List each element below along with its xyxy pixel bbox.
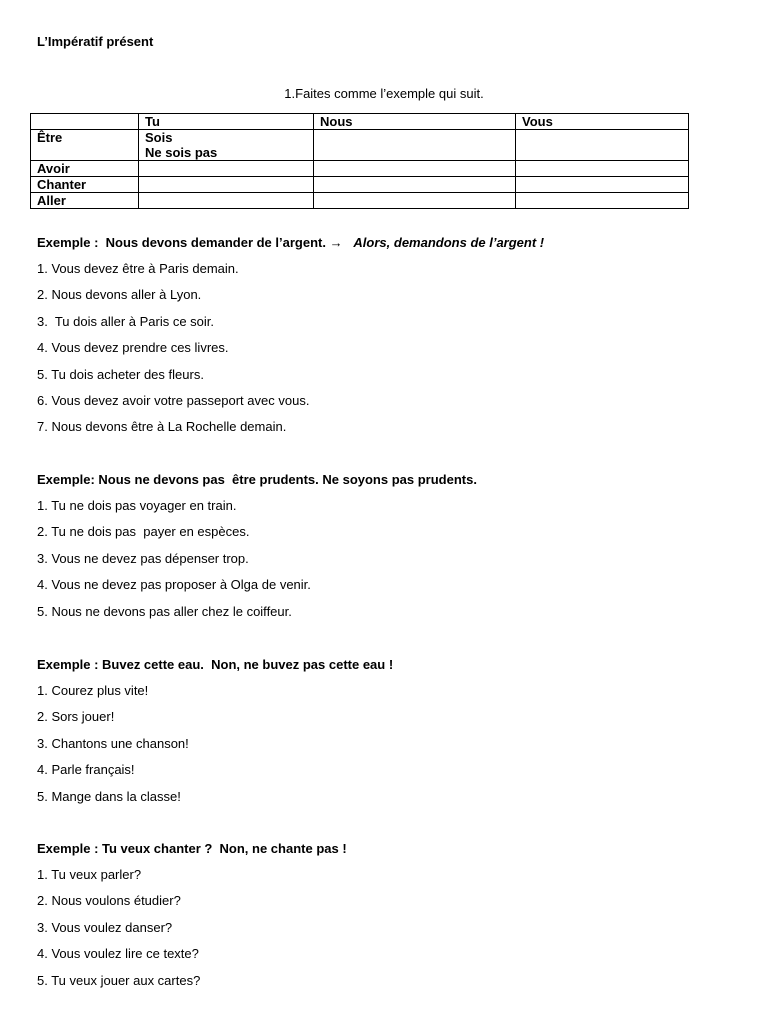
exercise-item: 6. Vous devez avoir votre passeport avec vous. bbox=[37, 392, 310, 408]
exercise-item: 1. Vous devez être à Paris demain. bbox=[37, 261, 239, 276]
example-prompt: Exemple : Nous devons demander de l’argent. → bbox=[37, 235, 354, 250]
exercise-section-1 bbox=[37, 235, 757, 446]
tu-cell bbox=[139, 193, 314, 209]
tu-form-line: Ne sois pas bbox=[145, 145, 218, 160]
table-row bbox=[31, 177, 689, 193]
nous-cell bbox=[314, 193, 516, 209]
table-row bbox=[31, 193, 689, 209]
example-line: Exemple : Tu veux chanter ? Non, ne chante pas ! bbox=[37, 841, 347, 856]
tu-cell bbox=[139, 177, 314, 193]
nous-cell bbox=[314, 177, 516, 193]
header-cell-vous: Vous bbox=[516, 114, 689, 130]
exercise-item: 2. Tu ne dois pas payer en espèces. bbox=[37, 524, 250, 540]
exercise-item: 1. Tu ne dois pas voyager en train. bbox=[37, 498, 237, 513]
example-line: Exemple: Nous ne devons pas être prudents. Ne soyons pas prudents. bbox=[37, 472, 477, 487]
exercise-section-2 bbox=[37, 472, 757, 630]
exercise-item: 1. Courez plus vite! bbox=[37, 683, 149, 698]
vous-cell bbox=[516, 193, 689, 209]
vous-cell bbox=[516, 130, 689, 161]
verb-cell: Aller bbox=[31, 193, 139, 209]
verb-cell: Avoir bbox=[31, 161, 139, 177]
exercise-item: 2. Nous devons aller à Lyon. bbox=[37, 287, 202, 303]
tu-cell bbox=[139, 161, 314, 177]
exercise-item: 2. Nous voulons étudier? bbox=[37, 893, 181, 909]
exercise-section-4 bbox=[37, 841, 757, 999]
exercise-item: 3. Vous ne devez pas dépenser trop. bbox=[37, 550, 249, 566]
exercise-item: 2. Sors jouer! bbox=[37, 709, 115, 725]
vous-cell bbox=[516, 177, 689, 193]
exercise-item: 7. Nous devons être à La Rochelle demain. bbox=[37, 419, 287, 435]
example-line bbox=[37, 235, 757, 261]
nous-cell bbox=[314, 161, 516, 177]
header-cell bbox=[31, 114, 139, 130]
exercise-item: 5. Nous ne devons pas aller chez le coiffeur. bbox=[37, 603, 292, 619]
table-row bbox=[31, 161, 689, 177]
exercise-item: 3. Chantons une chanson! bbox=[37, 735, 189, 751]
exercise-item: 3. Vous voulez danser? bbox=[37, 919, 173, 935]
nous-cell bbox=[314, 130, 516, 161]
header-cell-nous: Nous bbox=[314, 114, 516, 130]
tu-cell bbox=[139, 130, 314, 161]
verb-cell: Chanter bbox=[31, 177, 139, 193]
instruction: 1.Faites comme l’exemple qui suit. bbox=[284, 86, 484, 101]
vous-cell bbox=[516, 161, 689, 177]
example-line: Exemple : Buvez cette eau. Non, ne buvez pas cette eau ! bbox=[37, 657, 394, 672]
example-answer: Alors, demandons de l’argent ! bbox=[353, 235, 545, 250]
page-title: L’Impératif présent bbox=[37, 34, 154, 49]
exercise-item: 5. Mange dans la classe! bbox=[37, 788, 181, 804]
header-cell-tu: Tu bbox=[139, 114, 314, 130]
exercise-section-3 bbox=[37, 657, 757, 815]
table-row bbox=[31, 130, 689, 161]
conjugation-table bbox=[30, 113, 689, 209]
verb-cell: Être bbox=[31, 130, 139, 161]
exercise-item: 5. Tu veux jouer aux cartes? bbox=[37, 972, 201, 988]
exercise-item: 4. Parle français! bbox=[37, 762, 135, 778]
exercise-item: 4. Vous voulez lire ce texte? bbox=[37, 946, 199, 962]
exercise-item: 4. Vous devez prendre ces livres. bbox=[37, 340, 229, 356]
table-header-row bbox=[31, 114, 689, 130]
exercise-item: 3. Tu dois aller à Paris ce soir. bbox=[37, 313, 215, 329]
exercise-item: 5. Tu dois acheter des fleurs. bbox=[37, 366, 204, 382]
exercise-item: 1. Tu veux parler? bbox=[37, 867, 142, 882]
exercise-item: 4. Vous ne devez pas proposer à Olga de venir. bbox=[37, 577, 311, 593]
tu-form-line: Sois bbox=[145, 130, 173, 145]
